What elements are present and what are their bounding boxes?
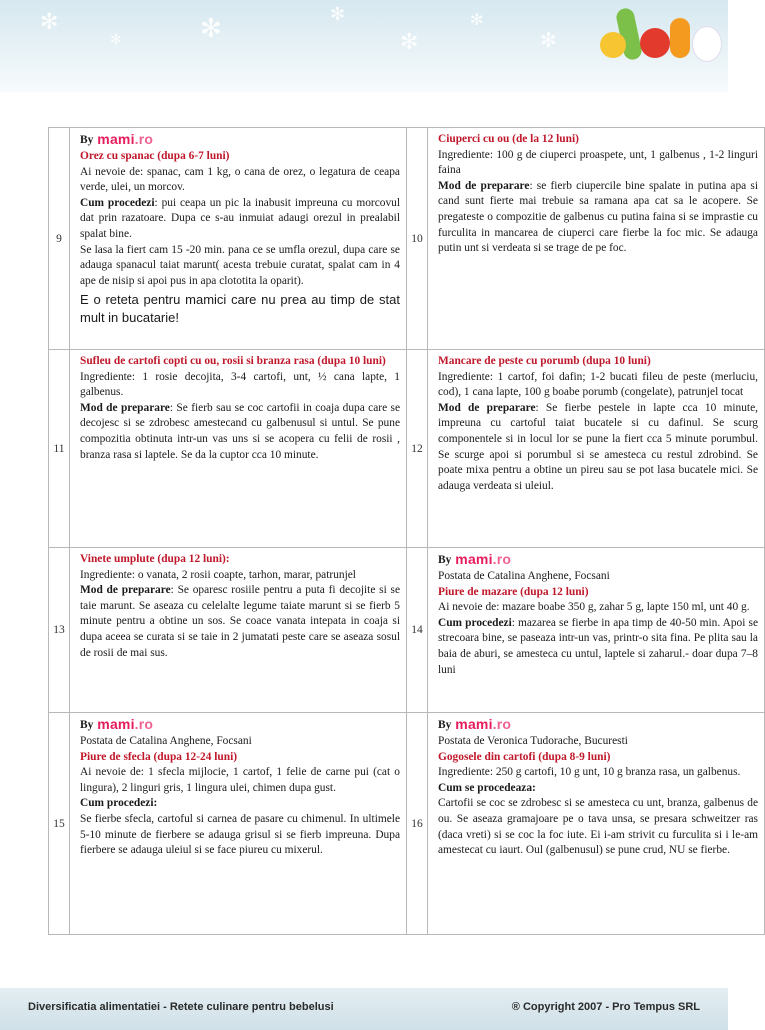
- recipe-method: Cum procedezi: mazarea se fierbe in apa timp de 40-50 min. Apoi se strecoara bine, se paseaza intr-un vas, printr-o sita fina. Pe plita sau la baia de aburi, se amesteca cu untul, laptele si zaharul.- doar dupa 7–8 luni: [438, 616, 758, 676]
- recipe-ingredients: Ingrediente: 100 g de ciuperci proaspete, unt, 1 galbenus , 1-2 linguri faina: [438, 148, 758, 177]
- recipe-number: 15: [49, 713, 70, 935]
- recipe-cell: [428, 350, 765, 548]
- header-decoration: [0, 0, 728, 92]
- snowflake-icon: ✻: [40, 10, 59, 35]
- recipe-title: Gogosele din cartofi (dupa 8-9 luni): [438, 750, 611, 763]
- recipe-number: 12: [407, 350, 428, 548]
- recipe-cell: [428, 128, 765, 350]
- author-line: By mami.ro: [80, 716, 154, 732]
- recipe-cell: [428, 713, 765, 935]
- recipe-cell: [428, 548, 765, 713]
- mami-logo: mami.ro: [455, 716, 512, 732]
- author-line: By mami.ro: [80, 131, 154, 147]
- recipe-posted-by: Postata de Veronica Tudorache, Bucuresti: [438, 735, 628, 747]
- recipe-method: Se fierbe sfecla, cartoful si carnea de pasare cu chimenul. In ultimele 5-10 minute de fierbere se adauga grisul si se fierb impreuna. Dupa fierbere se adauga uleiul si se face piureu cu mixerul.: [80, 812, 400, 857]
- recipe-cell: [70, 350, 407, 548]
- snowflake-icon: ✻: [470, 10, 484, 29]
- recipe-title: Piure de mazare (dupa 12 luni): [438, 585, 589, 598]
- recipe-cell: [70, 548, 407, 713]
- snowflake-icon: ✻: [110, 32, 122, 48]
- recipe-posted-by: Postata de Catalina Anghene, Focsani: [438, 570, 610, 582]
- mami-logo: mami.ro: [455, 551, 512, 567]
- recipe-number: 10: [407, 128, 428, 350]
- recipe-note: E o reteta pentru mamici care nu prea au timp de stat mult in bucatarie!: [80, 292, 400, 326]
- recipe-ingredients: Ingrediente: 1 cartof, foi dafin; 1-2 bucati fileu de peste (merluciu, cod), 1 cana lapte, 100 g boabe porumb (congelate), patrunjel tocat: [438, 370, 758, 399]
- snowflake-icon: ✻: [330, 4, 346, 25]
- footer-copyright: ® Copyright 2007 - Pro Tempus SRL: [511, 1001, 700, 1013]
- recipe-cell: [70, 128, 407, 350]
- vegetable-icon: [670, 18, 690, 58]
- recipe-method: Mod de preparare: Se oparesc rosiile pentru a puta fi decojite si se taie marunt. Se aseaza cu celelalte legume taiate marunt si se fierb 5 minute pentru a obtine un sos. Se coace vanata intepata in coaja si dupa aceea se curata si se taie in 2 jumatati peste care se aseaza sosul de rosii de mai sus.: [80, 584, 400, 659]
- mami-logo: mami.ro: [97, 716, 154, 732]
- recipe-number: 14: [407, 548, 428, 713]
- recipe-number: 11: [49, 350, 70, 548]
- recipe-posted-by: Postata de Catalina Anghene, Focsani: [80, 735, 252, 747]
- recipe-method: Mod de preparare: se fierb ciupercile bine spalate in putina apa si cand sunt fierte mai trebuie sa ramana apa cat sa le acopere. Se pregateste o compozitie de galbenus cu putina faina si se imprastie cu furculita in mancarea de ciuperci care fierbe la foc mic. Se adauga putin unt si verdeata si se trage de pe foc.: [438, 179, 759, 255]
- snowflake-icon: ✻: [540, 28, 557, 52]
- recipe-method-label: Cum procedezi:: [80, 797, 158, 810]
- recipe-method-label: Cum se procedeaza:: [438, 781, 536, 794]
- recipe-method: Cartofii se coc se zdrobesc si se amesteca cu unt, branza, galbenus de ou. Se aseaza gramajoare pe o tava unsa, se presara schweitzer ras (daca vreti) si se coc la foc iute. Ei i-am strivit cu furculita si i le-am amestecat cu iaurt. Oul (galbenusul) se pune crud, NU se fierbe.: [438, 797, 758, 857]
- snowflake-icon: ✻: [200, 14, 222, 44]
- recipe-title: Orez cu spanac (dupa 6-7 luni): [80, 150, 230, 162]
- recipe-number: 16: [407, 713, 428, 935]
- recipe-table: [48, 127, 765, 935]
- recipe-extra: Se lasa la fiert cam 15 -20 min. pana ce se umfla orezul, dupa care se adauga spanacul taiat marunt( acesta trebuie curatat, spalat cam in 4 ape de nisip si apoi pus in apa clototita la oparit).: [80, 243, 400, 287]
- recipe-title: Sufleu de cartofi copti cu ou, rosii si branza rasa (dupa 10 luni): [80, 355, 386, 367]
- recipe-number: 13: [49, 548, 70, 713]
- recipe-title: Vinete umplute (dupa 12 luni):: [80, 553, 230, 565]
- recipe-ingredients: Ai nevoie de: spanac, cam 1 kg, o cana de orez, o legatura de ceapa verde, ulei, un morcov.: [80, 165, 400, 194]
- recipe-cell: [70, 713, 407, 935]
- recipe-method: Mod de preparare: Se fierb sau se coc cartofii in coaja dupa care se decojesc si se zdrobesc amestecand cu galbenusul si untul. Se pune compozitia obtinuta intr-un vas uns si se acopera cu felii de rosii , branza rasa si laptele. Se da la cuptor cca 10 minute.: [80, 401, 400, 461]
- recipe-title: Piure de sfecla (dupa 12-24 luni): [80, 750, 238, 763]
- recipe-number: 9: [49, 128, 70, 350]
- footer-title: Diversificatia alimentatiei - Retete culinare pentru bebelusi: [28, 1001, 334, 1013]
- recipe-method: Mod de preparare: Se fierbe pestele in lapte cca 10 minute, impreuna cu cartoful taiat bucatele si cu dafinul. Se scurg componentele si in locul lor se pune la fiert cca 5 minute porumbul. Se scurge apoi si porumbul si se amesteca cu restul zdrobind. Se poate mixa pentru a obtine un pireu sau se pot lasa bucatele mici. Se adauga verdeata si uleiul.: [438, 401, 758, 492]
- author-line: By mami.ro: [438, 551, 512, 567]
- recipe-method: Cum procedezi: pui ceapa un pic la inabusit impreuna cu morcovul dat prin razatoare. Dupa ce s-au inmuiat adaugi orezul in prealabil spalat bine.: [80, 196, 400, 240]
- recipe-title: Mancare de peste cu porumb (dupa 10 luni): [438, 355, 651, 367]
- vegetable-icon: [600, 32, 626, 58]
- recipe-title: Ciuperci cu ou (de la 12 luni): [438, 133, 579, 145]
- recipe-ingredients: Ingrediente: 250 g cartofi, 10 g unt, 10 g branza rasa, un galbenus.: [438, 766, 741, 779]
- mami-logo: mami.ro: [97, 131, 154, 147]
- vegetable-icon: [640, 28, 670, 58]
- vegetable-icon: [692, 26, 722, 62]
- author-line: By mami.ro: [438, 716, 512, 732]
- recipe-ingredients: Ingrediente: o vanata, 2 rosii coapte, tarhon, marar, patrunjel: [80, 568, 356, 581]
- recipe-ingredients: Ai nevoie de: 1 sfecla mijlocie, 1 cartof, 1 felie de carne pui (cat o lingura), 2 linguri gris, 1 lingura ulei, chimen dupa gust.: [80, 766, 400, 794]
- recipe-ingredients: Ai nevoie de: mazare boabe 350 g, zahar 5 g, lapte 150 ml, unt 40 g.: [438, 601, 750, 614]
- recipe-ingredients: Ingrediente: 1 rosie decojita, 3-4 cartofi, unt, ½ cana lapte, 1 galbenus.: [80, 370, 400, 399]
- snowflake-icon: ✻: [400, 30, 419, 55]
